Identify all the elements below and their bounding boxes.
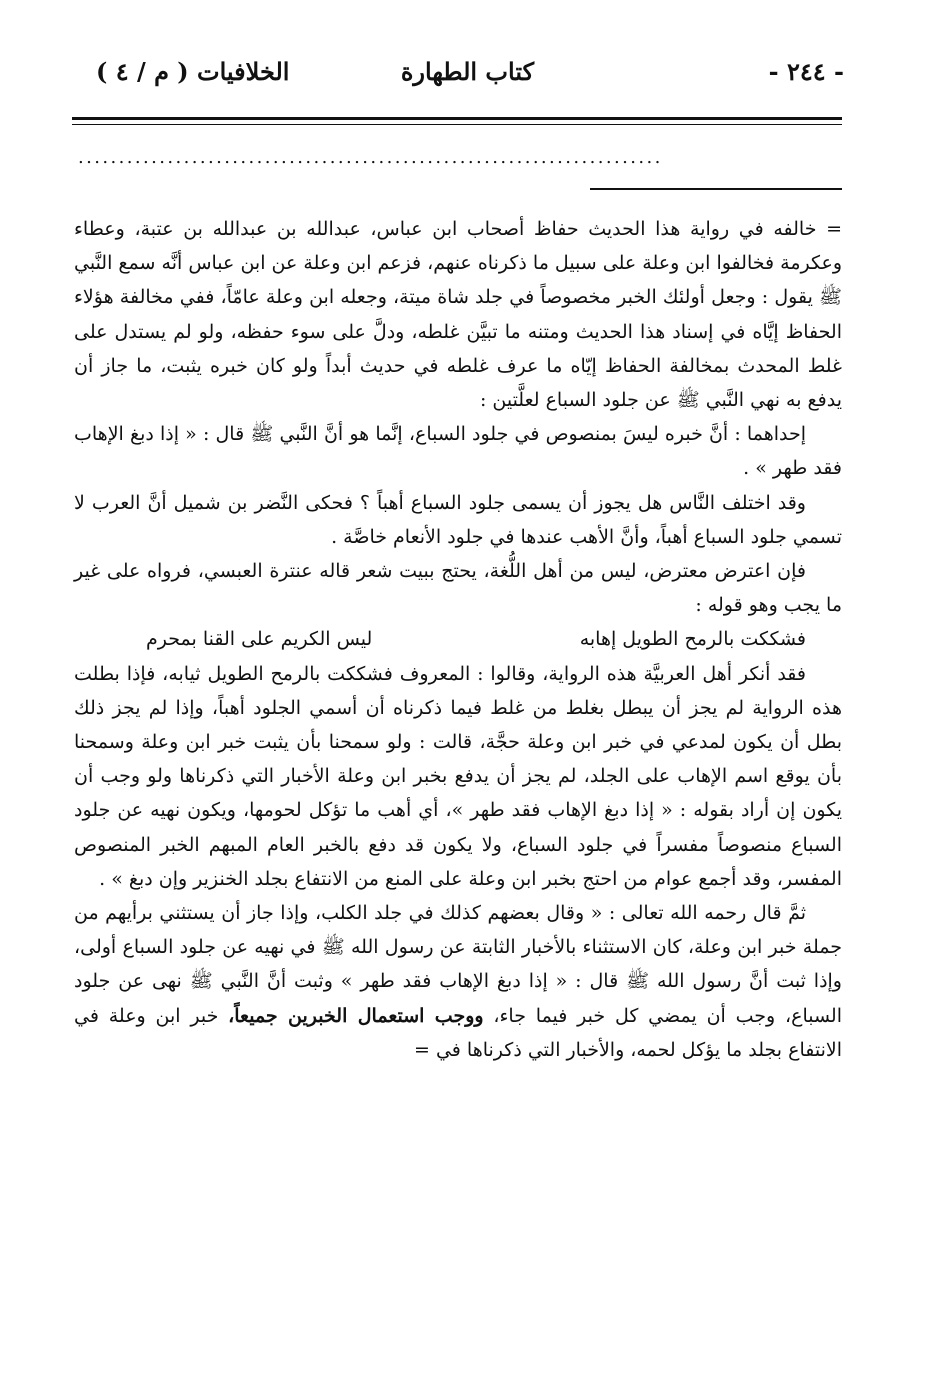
paragraph-3: وقد اختلف النَّاس هل يجوز أن يسمى جلود السباع أهباً ؟ فحكى النَّضر بن شميل أنَّ العرب لا تسمي جلود السباع أهباً، وأنَّ الأهب عندها في جلود الأنعام خاصَّة . — [74, 491, 842, 548]
paragraph-6-text-after: خبر ابن وعلة في الانتفاع بجلد ما يؤكل لحمه، والأخبار التي ذكرناها في = — [74, 1004, 842, 1061]
page-number: - ٢٤٤ - — [768, 57, 844, 86]
book-title: كتاب الطهارة — [400, 57, 534, 86]
paragraph-6 — [74, 896, 842, 1067]
poetry-verse — [74, 622, 842, 656]
paragraph-6-bold-text: ووجب استعمال الخبرين جميعاً، — [228, 1004, 484, 1027]
header-rule-thin — [72, 124, 842, 125]
volume-label: الخلافيات ( م / ٤ ) — [96, 57, 290, 86]
verse-first-hemistich: فشككت بالرمح الطويل إهابه — [579, 628, 806, 651]
footnote-rule — [590, 188, 842, 190]
paragraph-5: فقد أنكر أهل العربيَّة هذه الرواية، وقالوا : المعروف فشككت بالرمح الطويل ثيابه، فإذا بطلت هذه الرواية لم يجز أن يبطل بغلط من غلط فيما ذكرناه أن أسمي الجلود أهباً، وإذا لم يجز ذلك بطل أن يكون لمدعي في خبر ابن وعلة حجَّة، قالت : ولو سمحنا بأن يثبت خبر ابن وعلة وسمحنا بأن يوقع اسم الإهاب على الجلد، لم يجز أن يدفع بخبر ابن وعلة الأخبار التي ذكرناها ولو وجب أن يكون إن أراد بقوله : « إذا دبغ الإهاب فقد طهر »، أي أهب ما تؤكل لحومها، ويكون نهيه عن جلود السباع منصوصاً مفسراً في جلود السباع، ولا يكون قد دفع بالخبر العام المبهم الخبر المنصوص المفسر، وقد أجمع عوام من احتج بخبر ابن وعلة على المنع من الانتفاع بجلد الخنزير وإن دبغ » . — [74, 662, 842, 890]
dotted-separator: ........................................................................ — [78, 148, 663, 168]
paragraph-6-text: ثمَّ قال رحمه الله تعالى : « وقال بعضهم كذلك في جلد الكلب، وإذا جاز أن يستثني برأيهم من جملة خبر ابن وعلة، كان الاستثناء بالأخبار الثابتة عن رسول الله ﷺ في نهيه عن جلود السباع أولى، وإذا ثبت أنَّ رسول الله ﷺ قال : « إذا دبغ الإهاب فقد طهر » وثبت أنَّ النَّبي ﷺ نهى عن جلود السباع، وجب أن يمضي كل خبر فيما جاء، — [74, 902, 843, 1027]
paragraph-1: = خالفه في رواية هذا الحديث حفاظ أصحاب ابن عباس، عبدالله بن عبدالله بن عتبة، وعطاء وعكرمة فخالفوا ابن وعلة على سبيل ما ذكرناه عنهم، فزعم ابن وعلة عن ابن عباس أنَّه سمع النَّبي ﷺ يقول : وجعل أولئك الخبر مخصوصاً في جلد شاة ميتة، وجعله ابن وعلة عامّاً، ففي مخالفة هؤلاء الحفاظ إيَّاه في إسناد هذا الحديث ومتنه ما تبيَّن غلطه، ودلَّ على سوء حفظه، ولو لم يستدل على غلط المحدث بمخالفة الحفاظ إيّاه ما عرف غلطه في حديث أبداً ولو كان خبره يثبت، ما جاز أن يدفع به نهي النَّبي ﷺ عن جلود السباع لعلَّتين : — [74, 218, 842, 412]
page-header — [96, 50, 844, 94]
verse-second-hemistich: ليس الكريم على القنا بمحرم — [146, 628, 373, 651]
footnote-body — [74, 212, 842, 1067]
header-rule-thick — [72, 117, 842, 120]
paragraph-4: فإن اعترض معترض، ليس من أهل اللُّغة، يحتج ببيت شعر قاله عنترة العبسي، فرواه على غير ما يجب وهو قوله : — [74, 560, 842, 617]
paragraph-2: إحداهما : أنَّ خبره ليسَ بمنصوص في جلود السباع، إنَّما هو أنَّ النَّبي ﷺ قال : « إذا دبغ الإهاب فقد طهر » . — [74, 423, 842, 480]
